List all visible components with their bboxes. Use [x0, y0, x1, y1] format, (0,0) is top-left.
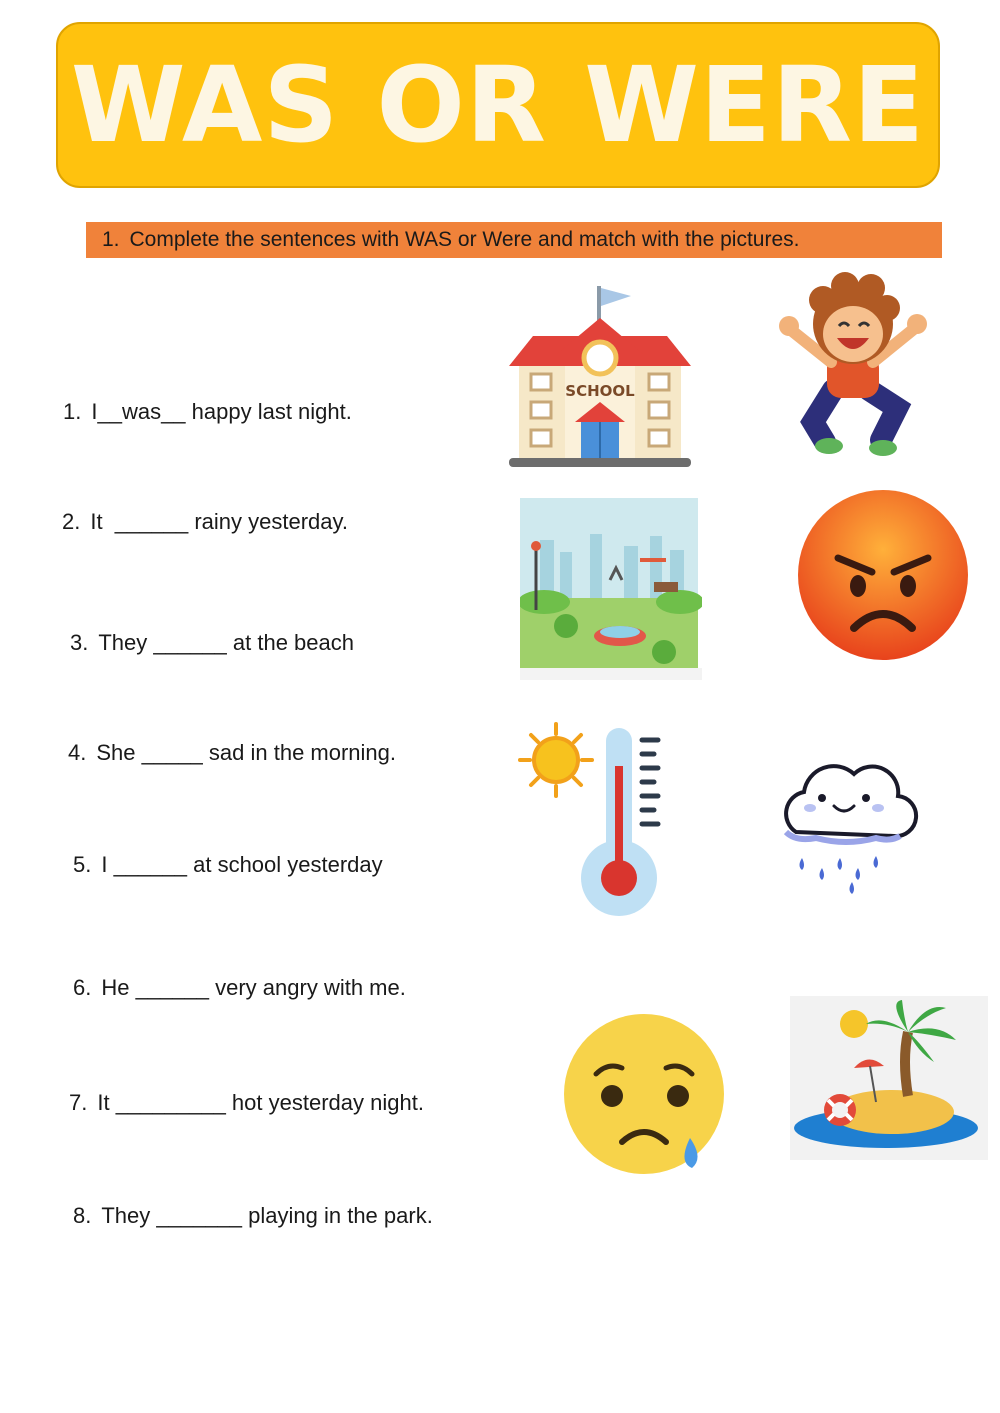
- sentence-number: 4.: [68, 740, 87, 765]
- sentence-text: They ______ at the beach: [98, 630, 355, 655]
- happy-boy-icon[interactable]: [773, 272, 933, 462]
- school-building-icon[interactable]: [505, 284, 695, 472]
- sentence-1[interactable]: [63, 399, 352, 425]
- sentence-text: She _____ sad in the morning.: [96, 740, 397, 765]
- sentence-2[interactable]: [62, 509, 348, 535]
- sentence-6[interactable]: [73, 975, 406, 1001]
- beach-island-icon[interactable]: [790, 996, 988, 1160]
- instruction-text: Complete the sentences with WAS or Were and match with the pictures.: [129, 228, 800, 251]
- instruction-bar: [86, 222, 942, 258]
- sentence-4[interactable]: [68, 740, 396, 766]
- sentence-number: 7.: [69, 1090, 88, 1115]
- sentence-3[interactable]: [70, 630, 354, 656]
- sentence-text: It _________ hot yesterday night.: [97, 1090, 424, 1115]
- sentence-number: 5.: [73, 852, 92, 877]
- sentence-7[interactable]: [69, 1090, 424, 1116]
- rain-cloud-icon[interactable]: [772, 758, 920, 898]
- sentence-text: I ______ at school yesterday: [101, 852, 383, 877]
- sentence-number: 8.: [73, 1203, 92, 1228]
- sentence-number: 3.: [70, 630, 89, 655]
- worksheet-title: WAS OR WERE: [70, 44, 926, 166]
- sentence-number: 2.: [62, 509, 81, 534]
- sentence-text: They _______ playing in the park.: [101, 1203, 433, 1228]
- school-sign-text: SCHOOL: [565, 382, 635, 400]
- sentence-5[interactable]: [73, 852, 383, 878]
- sentence-8[interactable]: [73, 1203, 433, 1229]
- sentence-number: 1.: [63, 399, 82, 424]
- park-icon[interactable]: [520, 498, 702, 680]
- instruction-number: 1.: [102, 228, 120, 251]
- sentence-number: 6.: [73, 975, 92, 1000]
- title-banner: [56, 22, 940, 188]
- hot-thermometer-icon[interactable]: [518, 722, 668, 920]
- sad-face-icon[interactable]: [562, 1012, 732, 1178]
- sentence-text: It ______ rainy yesterday.: [90, 509, 348, 534]
- angry-face-icon[interactable]: [796, 488, 970, 662]
- sentence-text: I__was__ happy last night.: [91, 399, 352, 424]
- sentence-text: He ______ very angry with me.: [101, 975, 406, 1000]
